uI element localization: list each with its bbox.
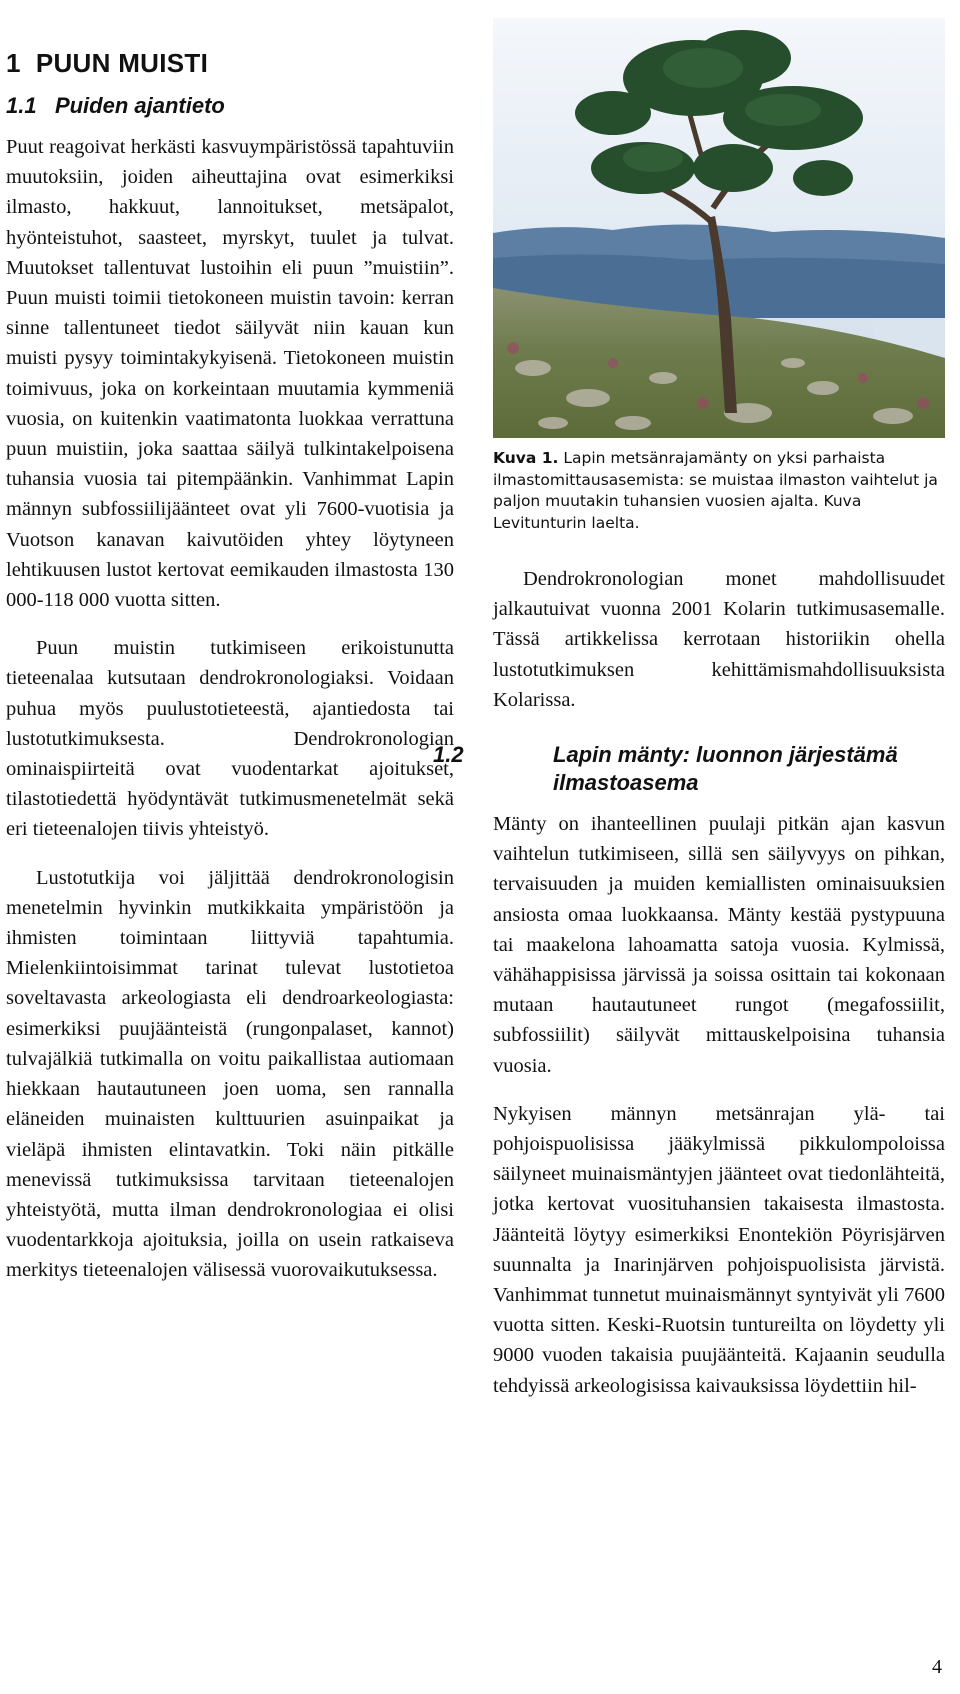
page-number: 4 [932,1656,942,1678]
paragraph: Puut reagoivat herkästi kasvuympäristössä tapahtuviin muutoksiin, joiden aiheuttajina ovat esimerkiksi ilmasto, hakkuut, lannoitukset, metsäpalot, hyönteistuhot, saasteet, myrskyt, tuulet ja tulvat. Muutokset tallentuvat lustoihin eli puun ”muistiin”. Puun muisti toimii tietokoneen muistin tavoin: kerran sinne tallentuneet tiedot säilyvät niin kauan kun muisti pysyy toimintakykyisenä. Tietokoneen muistin toimivuus, joka on korkeintaan muutamia kymmeniä vuosia, on kuitenkin vaatimatonta luokkaa verrattuna puun muistiin, joka saattaa säilyä tulkintakelpoisena tuhansia vuosia tai pitempäänkin. Vanhimmat Lapin männyn subfossiilijäänteet ovat yli 7600-vuotisia ja Vuotson kanavan kaivutöiden yhtey löytyneen lehtikuusen lustot kertovat eemikauden ilmastosta 130 000-118 000 vuotta sitten. [6,136,454,612]
section-heading-1-2: 1.2 Lapin mänty: luonnon järjestämä ilmastoasema [433,742,898,796]
figure-caption: Kuva 1. Lapin metsänrajamänty on yksi parhaista ilmastomittausasemista: se muistaa ilmaston vaihtelut ja paljon muutakin tuhansien vuosien ajalta. Kuva Levitunturin laelta. [493,449,938,532]
paragraph: Lustotutkija voi jäljittää dendrokronologisin menetelmin hyvinkin mutkikkaita ympäristöön ja ihmisten toimintaan liittyviä tapahtumia. Mielenkiintoisimmat tarinat tulevat lustotietoa soveltavasta arkeologiasta eli dendroarkeologiasta: esimerkiksi puujäänteistä (rungonpalaset, kannot) tulvajälkiä tutkimalla on voitu paikallistaa autiomaan hiekkaan hautautuneen joen uoma, sen rannalla eläneiden muinaisten kulttuurien asuinpaikat ja vieläpä ihmisten elintavatkin. Toki näin pitkälle menevissä tutkimuksissa tarvitaan tieteenalojen yhteistyötä, mutta ilman dendrokronologiaa ei olisi vuodentarkkoja ajoituksia, joilla on usein ratkaiseva merkitys tieteenalojen välisessä vuorovaikutuksessa. [6,866,454,1282]
chapter-heading: 1 PUUN MUISTI [6,48,209,78]
pine-tree-photo [493,18,945,438]
paragraph: Nykyisen männyn metsänrajan ylä- tai pohjoispuolisissa jääkylmissä pikkulompoloissa säilyneet muinaismäntyjen jäänteet ovat tiedonlähteitä, jotka kertovat vuosituhansien takaisesta ilmastosta. Jäänteitä löytyy esimerkiksi Enontekiön Pöyrisjärven suunnalta ja Inarinjärven pohjoispuolisista järvistä. Vanhimmat tunnetut muinaismännyt syntyivät yli 7600 vuotta sitten. Keski-Ruotsin tuntureilta on löydetty yli 9000 vuoden takaisia puujäänteitä. Kajaanin seudulla tehdyissä arkeologisissa kaivauksissa löydettiin hil- [493,1102,945,1397]
paragraph: Mänty on ihanteellinen puulaji pitkän ajan kasvun vaihtelun tutkimiseen, sillä sen säilyvyys on pihkan, tervaisuuden ja muiden kemiallisten ominaisuuksien ansiosta omaa luokkaansa. Mänty kestää pystypuuna tai maakelona lahoamatta satoja vuosia. Kylmissä, vähähappisissa järvissä ja soissa osittain tai kokonaan mutaan hautautuneet rungot (megafossiilit, subfossiilit) säilyvät mittauskelpoisina tuhansia vuosia. [493,813,945,1077]
paragraph: Dendrokronologian monet mahdollisuudet jalkautuivat vuonna 2001 Kolarin tutkimusasemalle. Tässä artikkelissa kerrotaan historiikin ohella lustotutkimuksen kehittämismahdollisuuksista Kolarissa. [493,568,945,711]
section-heading-1-1: 1.1 Puiden ajantieto [6,93,225,118]
right-column [433,18,945,1401]
paragraph: Puun muistin tutkimiseen erikoistunutta tieteenalaa kutsutaan dendrokronologiaksi. Voidaan puhua myös puulustotieteestä, ajantiedosta tai lustotutkimuksesta. Dendrokronologian ominaispiirteitä ovat vuodentarkat ajoitukset, tilastotiedettä hyödyntävät tutkimusmenetelmät sekä eri tieteenalojen tiivis yhteistyö. [6,637,454,841]
left-column [6,46,454,1286]
